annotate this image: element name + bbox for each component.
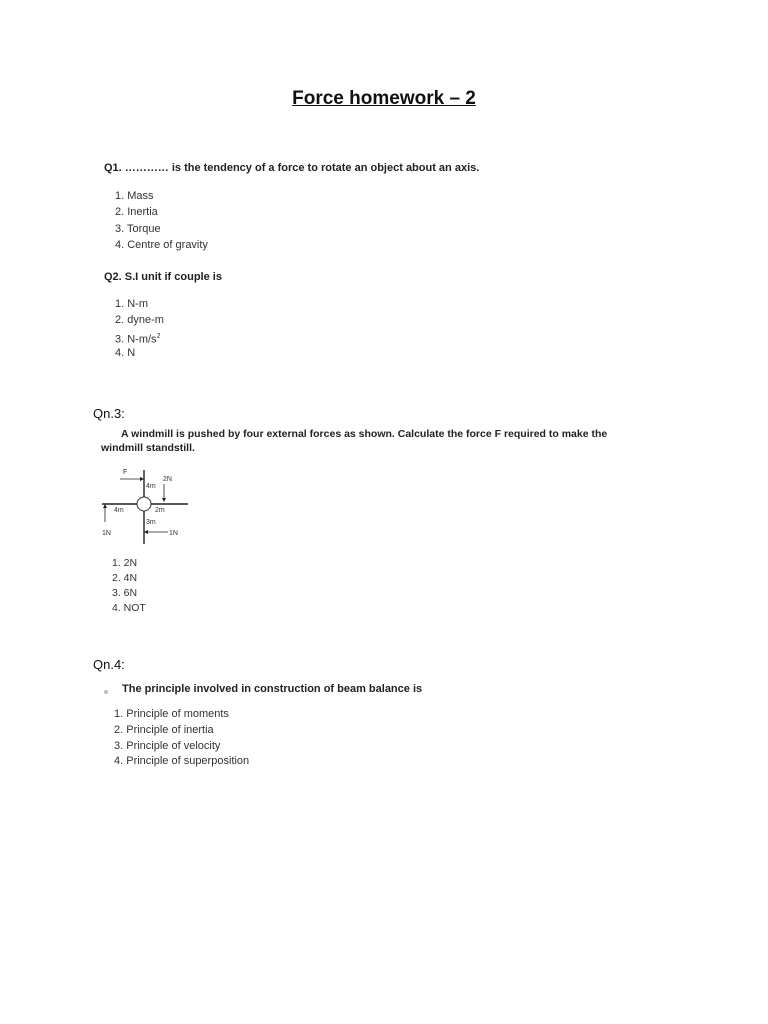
windmill-hub — [137, 497, 151, 511]
option-item: 4. N — [115, 346, 136, 359]
force-2n-arrowhead — [162, 498, 166, 502]
option-item: 4. Principle of superposition — [114, 755, 250, 768]
option-item — [115, 329, 164, 345]
question-4-label: Qn.4: — [93, 657, 125, 672]
option-item: 3. 6N — [112, 587, 138, 599]
option-item: 1. Principle of moments — [114, 708, 229, 720]
option-item: 4. Centre of gravity — [115, 238, 208, 251]
windmill-diagram — [98, 466, 198, 548]
label-right-distance: 2m — [155, 507, 165, 514]
option-item: 3. Principle of velocity — [114, 739, 221, 752]
question-1-text: Q1. ………… is the tendency of a force to rotate an object about an axis. — [104, 162, 480, 174]
option-item: 1. 2N — [112, 557, 138, 569]
question-2-options — [115, 296, 164, 361]
question-3-label: Qn.3: — [93, 406, 125, 421]
label-f: F — [123, 469, 128, 476]
option-text: 3. N-m/s — [115, 333, 157, 346]
option-item: 2. Principle of inertia — [114, 723, 214, 736]
question-1-options — [115, 188, 208, 253]
label-left-force: 1N — [102, 530, 111, 537]
option-item: 3. Torque — [115, 222, 161, 235]
label-left-distance: 4m — [114, 507, 124, 514]
option-item: 1. N-m — [115, 298, 148, 310]
option-item: 2. 4N — [112, 572, 138, 584]
label-top-force: 2N — [163, 476, 172, 483]
label-top-distance: 4m — [146, 483, 156, 490]
bullet-dot — [104, 690, 108, 694]
option-item: 1. Mass — [115, 190, 154, 202]
question-4-options — [114, 707, 249, 770]
option-item: 4. NOT — [112, 602, 146, 614]
question-2-text: Q2. S.I unit if couple is — [104, 271, 222, 283]
question-3-line-1: A windmill is pushed by four external forces as shown. Calculate the force F required to make the — [121, 428, 608, 440]
question-4-text: The principle involved in construction of beam balance is — [122, 683, 423, 695]
option-item: 2. Inertia — [115, 206, 158, 219]
option-item: 2. dyne-m — [115, 314, 164, 327]
superscript-2: 2 — [156, 332, 161, 340]
question-3-options — [112, 556, 146, 616]
page-title: Force homework – 2 — [292, 88, 476, 109]
label-bottom-force: 1N — [169, 530, 178, 537]
label-bottom-distance: 3m — [146, 519, 156, 526]
question-3-line-2: windmill standstill. — [101, 442, 195, 454]
